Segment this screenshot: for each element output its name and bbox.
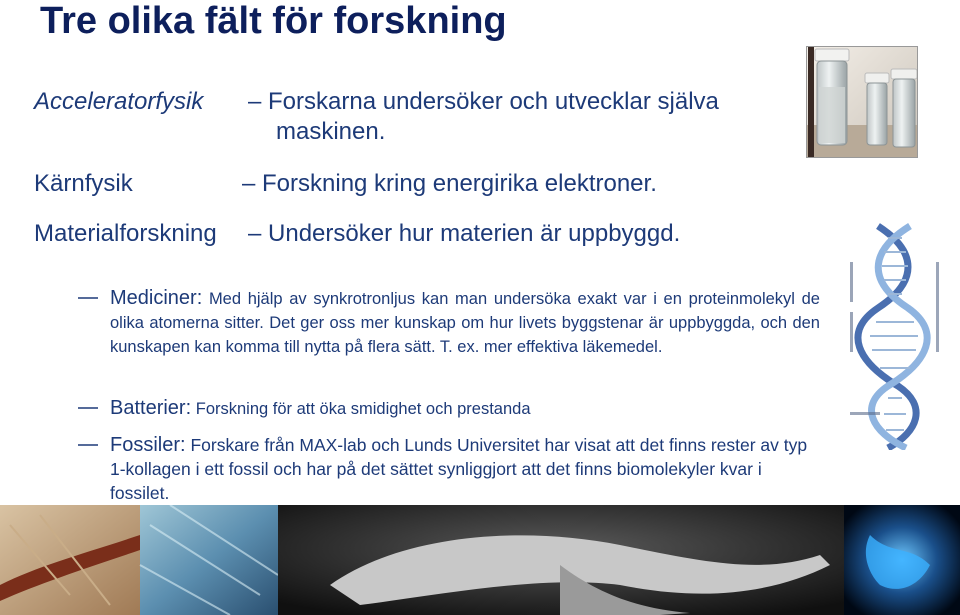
dash-icon [78, 286, 100, 317]
slide-title: Tre olika fält för forskning [40, 0, 507, 42]
bullet-lead: Batterier: [110, 397, 192, 419]
field-desc: – Undersöker hur materien är uppbyggd. [248, 220, 681, 247]
field-row-karnfysik [34, 170, 794, 200]
field-desc-cont: maskinen. [276, 118, 386, 145]
bullet-text: Forskare från MAX-lab och Lunds Universitet har visat att det finns rester av typ 1-kollagen i ett fossil och har på det sättet synliggjort att det finns biomolekyler kvar i fossilet. [110, 435, 808, 503]
bullet-text: Med hjälp av synkrotronljus kan man undersöka exakt var i en proteinmolekyl de olika atomerna sitter. Det ger oss mer kunskap om hur livets byggstenar är uppbyggda, och den kunskapen kan komma till nytta på flera sätt. T. ex. mer effektiva läkemedel. [110, 290, 820, 356]
bullet-fossiler [78, 433, 820, 505]
vials-photo [806, 46, 918, 158]
field-name: Materialforskning [34, 220, 217, 247]
bullet-text: Forskning för att öka smidighet och prestanda [195, 400, 531, 418]
dash-icon [78, 396, 100, 427]
field-name: Kärnfysik [34, 170, 133, 197]
dash-icon [78, 433, 100, 463]
field-name: Acceleratorfysik [34, 88, 204, 115]
field-row-acceleratorfysik [34, 88, 794, 148]
field-desc: – Forskning kring energirika elektroner. [242, 170, 657, 197]
dna-helix-image [848, 222, 942, 450]
bullet-lead: Mediciner: [110, 287, 203, 309]
field-desc: – Forskarna undersöker och utvecklar själva [248, 88, 719, 115]
field-row-materialforskning [34, 220, 794, 250]
bullet-mediciner [78, 286, 820, 359]
bullet-lead: Fossiler: [110, 434, 186, 456]
bullet-batterier [78, 396, 820, 421]
bottom-image-strip [0, 505, 960, 615]
